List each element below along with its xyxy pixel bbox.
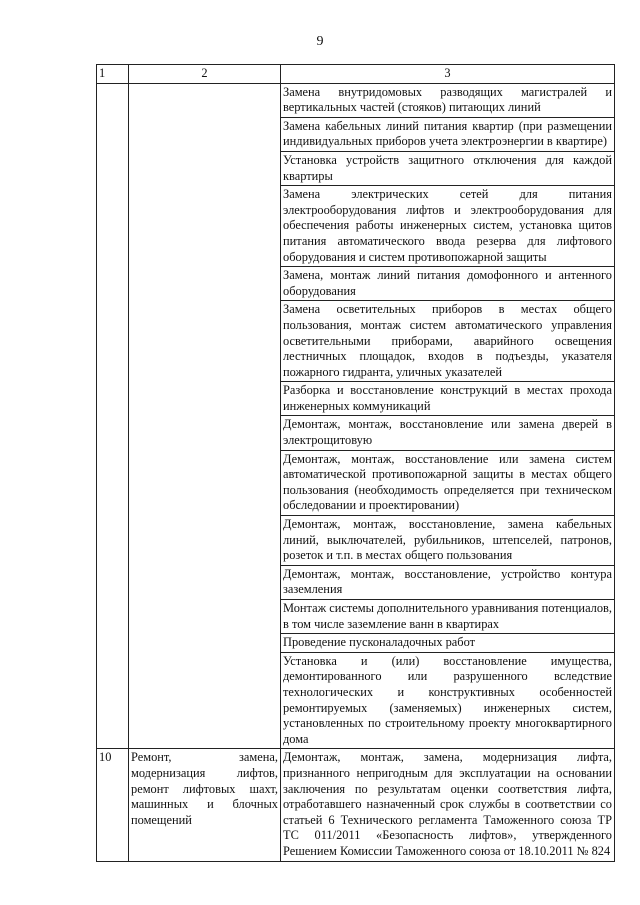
- table-row-10: [97, 749, 615, 861]
- header-col-1: 1: [97, 65, 129, 84]
- work-item: Демонтаж, монтаж, восстановление или замена дверей в электрощитовую: [281, 416, 615, 450]
- work-item: Замена кабельных линий питания квартир (при размещении индивидуальных приборов учета электроэнергии в квартире): [281, 117, 615, 151]
- work-item: Проведение пусконаладочных работ: [281, 634, 615, 653]
- work-item: Замена осветительных приборов в местах общего пользования, монтаж систем автоматического управления осветительными приборами, аварийного освещения лестничных площадок, входов в подъезды, указателя пожарного гидранта, уличных указателей: [281, 301, 615, 382]
- work-item: Демонтаж, монтаж, восстановление, замена кабельных линий, выключателей, рубильников, штепселей, патронов, розеток и т.п. в местах общего пользования: [281, 516, 615, 566]
- work-item: Демонтаж, монтаж, восстановление или замена систем автоматической противопожарной защиты в местах общего пользования (необходимость определяется при техническом обследовании и проектировании): [281, 450, 615, 515]
- header-col-2: 2: [129, 65, 281, 84]
- works-table: [96, 64, 615, 862]
- work-item: Демонтаж, монтаж, восстановление, устройство контура заземления: [281, 565, 615, 599]
- work-type: Ремонт, замена, модернизация лифтов, ремонт лифтовых шахт, машинных и блочных помещений: [129, 749, 281, 861]
- table-header-row: [97, 65, 615, 84]
- number-cell-empty: [97, 83, 129, 749]
- page-number: 9: [316, 34, 324, 49]
- table-row: [97, 83, 615, 117]
- work-item: Установка устройств защитного отключения для каждой квартиры: [281, 151, 615, 185]
- row-number: 10: [97, 749, 129, 861]
- work-item: Монтаж системы дополнительного уравнивания потенциалов, в том числе заземление ванн в квартирах: [281, 600, 615, 634]
- work-item: Разборка и восстановление конструкций в местах прохода инженерных коммуникаций: [281, 382, 615, 416]
- work-item: Замена внутридомовых разводящих магистралей и вертикальных частей (стояков) питающих линий: [281, 83, 615, 117]
- work-item: Установка и (или) восстановление имущества, демонтированного или разрушенного вследствие технологических и конструктивных особенностей ремонтируемых (заменяемых) инженерных систем, установленных по строительному проекту многоквартирного дома: [281, 652, 615, 749]
- header-col-3: 3: [281, 65, 615, 84]
- work-item: Замена, монтаж линий питания домофонного и антенного оборудования: [281, 267, 615, 301]
- work-item: Замена электрических сетей для питания электрооборудования лифтов и электрооборудования для обеспечения работы инженерных систем, установка щитов питания автоматического ввода резерва для лифтового оборудования и систем противопожарной защиты: [281, 186, 615, 267]
- type-cell-empty: [129, 83, 281, 749]
- work-item: Демонтаж, монтаж, замена, модернизация лифта, признанного непригодным для эксплуатации на основании заключения по результатам оценки соответствия лифта, отработавшего назначенный срок службы в соответствии со статьей 6 Технического регламента Таможенного союза ТР ТС 011/2011 «Безопасность лифтов», утвержденного Решением Комиссии Таможенного союза от 18.10.2011 № 824: [281, 749, 615, 861]
